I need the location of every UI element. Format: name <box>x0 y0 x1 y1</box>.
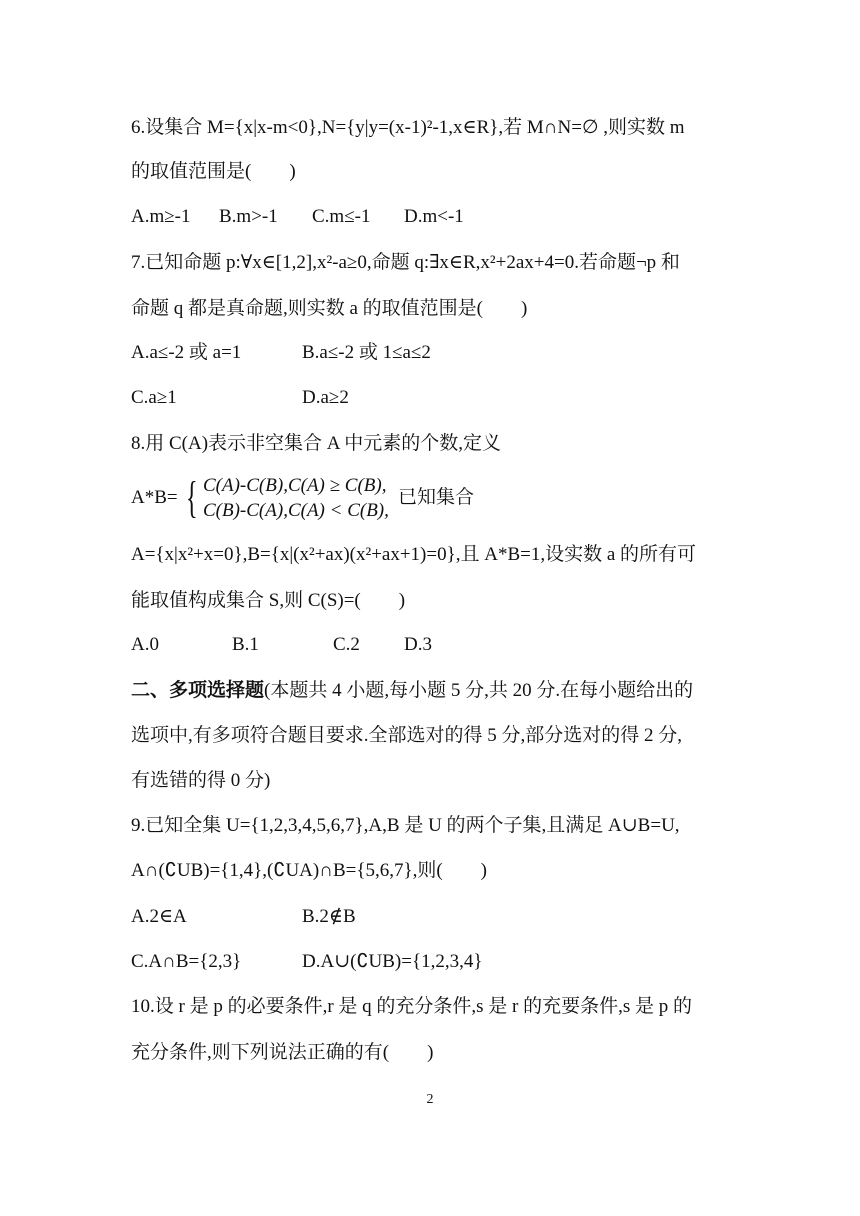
section2-desc-1: (本题共 4 小题,每小题 5 分,共 20 分.在每小题给出的 <box>264 680 694 701</box>
q8-option-a: A.0 <box>131 634 159 655</box>
q9-options-row1 <box>131 903 356 931</box>
q8-definition-lhs: A*B= <box>131 487 178 508</box>
q6-option-b: B.m>-1 <box>219 206 278 227</box>
q8-stem-line3: A={x|x²+x=0},B={x|(x²+ax)(x²+ax+1)=0},且 A*B=1,设实数 a 的所有可 <box>131 544 697 565</box>
q7-option-b: B.a≤-2 或 1≤a≤2 <box>302 342 431 363</box>
q7-stem-line1: 7.已知命题 p:∀x∈[1,2],x²-a≥0,命题 q:∃x∈R,x²+2ax+4=0.若命题¬p 和 <box>131 252 680 273</box>
q9-option-c: C.A∩B={2,3} <box>131 951 242 972</box>
section2-header-line1 <box>131 677 693 705</box>
q8-case-2: C(B)-C(A),C(A) < C(B), <box>203 500 389 521</box>
q9-stem-line1: 9.已知全集 U={1,2,3,4,5,6,7},A,B 是 U 的两个子集,且满足 A∪B=U, <box>131 815 680 836</box>
q9-stem-line2: A∩(∁UB)={1,4},(∁UA)∩B={5,6,7},则( ) <box>131 860 487 881</box>
left-brace-icon: { <box>186 473 198 522</box>
q9-option-b: B.2∉B <box>302 906 356 927</box>
q7-stem-line2: 命题 q 都是真命题,则实数 a 的取值范围是( ) <box>131 298 528 319</box>
section2-desc-2: 选项中,有多项符合题目要求.全部选对的得 5 分,部分选对的得 2 分, <box>131 725 683 746</box>
q8-stem-line1: 8.用 C(A)表示非空集合 A 中元素的个数,定义 <box>131 433 501 454</box>
q9-option-a: A.2∈A <box>131 906 187 927</box>
q6-stem-line2: 的取值范围是( ) <box>131 161 296 182</box>
q6-stem-line1: 6.设集合 M={x|x-m<0},N={y|y=(x-1)²-1,x∈R},若 M∩N=∅ ,则实数 m <box>131 117 685 138</box>
q7-option-d: D.a≥2 <box>302 387 349 408</box>
q8-definition-tail: 已知集合 <box>398 487 475 508</box>
q8-option-c: C.2 <box>333 634 360 655</box>
q7-options-row2 <box>131 384 349 412</box>
page-number: 2 <box>426 1092 434 1107</box>
q10-stem-line1: 10.设 r 是 p 的必要条件,r 是 q 的充分条件,s 是 r 的充要条件,s 是 p 的 <box>131 996 693 1017</box>
q9-option-d: D.A∪(∁UB)={1,2,3,4} <box>302 951 483 972</box>
section2-desc-3: 有选错的得 0 分) <box>131 770 271 791</box>
q8-option-d: D.3 <box>404 634 432 655</box>
q8-case-1: C(A)-C(B),C(A) ≥ C(B), <box>203 475 387 496</box>
q6-options <box>131 203 464 231</box>
q9-options-row2 <box>131 948 482 976</box>
q8-options <box>131 631 432 659</box>
q7-options-row1 <box>131 339 431 367</box>
section2-title: 二、多项选择题 <box>131 680 265 701</box>
q8-stem-line4: 能取值构成集合 S,则 C(S)=( ) <box>131 590 406 611</box>
q10-stem-line2: 充分条件,则下列说法正确的有( ) <box>131 1042 434 1063</box>
q7-option-a: A.a≤-2 或 a=1 <box>131 342 242 363</box>
q8-option-b: B.1 <box>232 634 259 655</box>
q7-option-c: C.a≥1 <box>131 387 177 408</box>
q6-option-a: A.m≥-1 <box>131 206 191 227</box>
q6-option-d: D.m<-1 <box>404 206 464 227</box>
q6-option-c: C.m≤-1 <box>312 206 371 227</box>
